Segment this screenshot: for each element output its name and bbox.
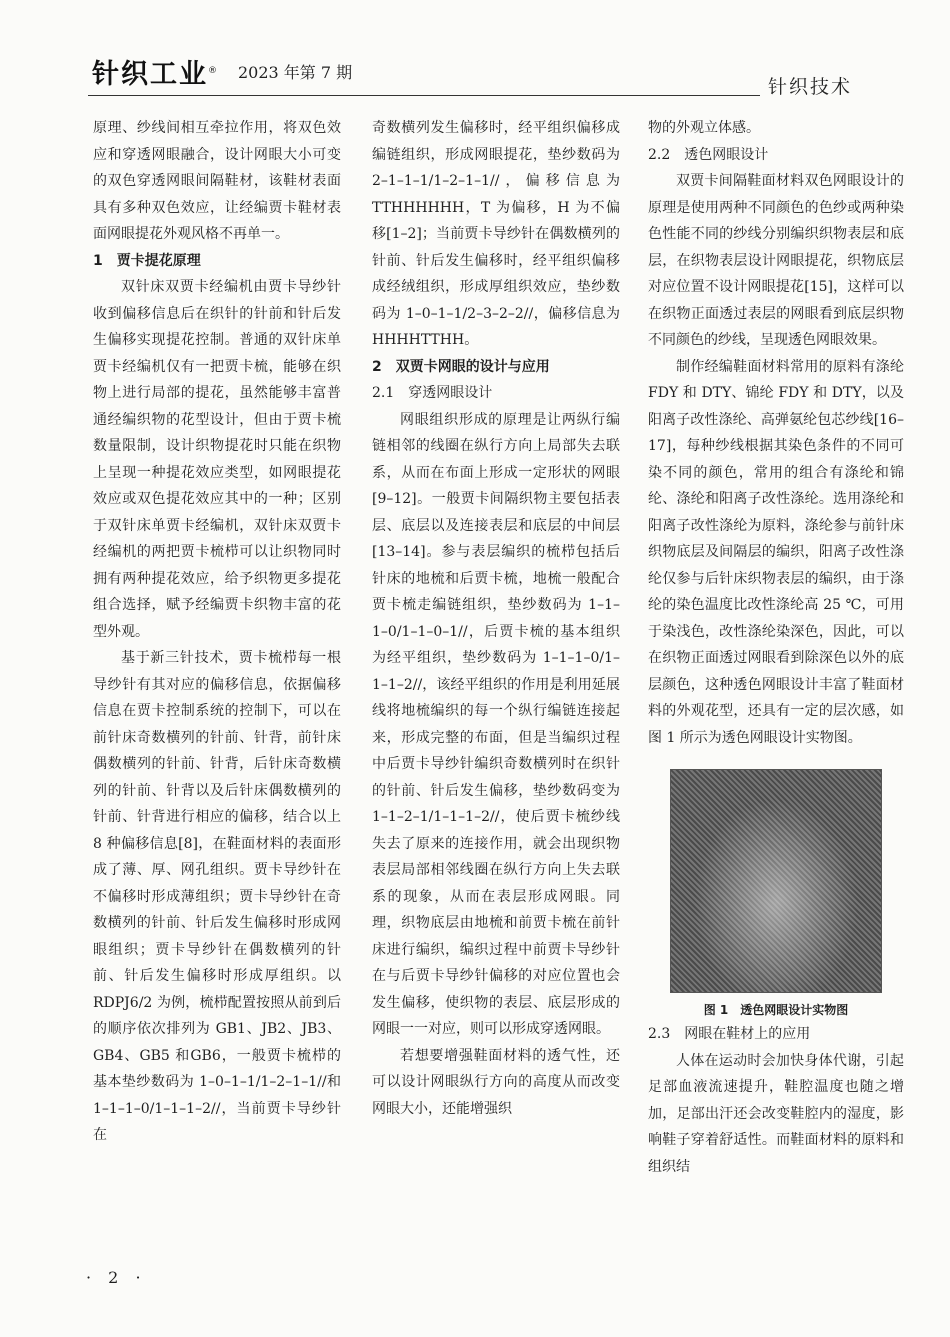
journal-logo <box>92 52 219 91</box>
paragraph: 制作经编鞋面材料常用的原料有涤纶 FDY 和 DTY、锦纶 FDY 和 DTY，以及阳离子改性涤纶、高弹氨纶包芯纱线[16–17]，每种纱线根据其染色条件的不同可染不同的颜色，常用的组合有涤纶和锦纶、涤纶和阳离子改性涤纶。选用涤纶和阳离子改性涤纶为原料，涤纶参与前针床织物底层及间隔层的编织，阳离子改性涤纶仅参与后针床织物表层的编织，由于涤纶的染色温度比改性涤纶高 25 ℃，可用于染浅色，改性涤纶染深色，因此，可以在织物正面透过网眼看到除深色以外的底层颜色，这种透色网眼设计丰富了鞋面材料的外观花型，还具有一定的层次感，如图 1 所示为透色网眼设计实物图。 <box>648 358 904 746</box>
column-2 <box>372 115 620 1122</box>
paragraph: 双针床双贾卡经编机由贾卡导纱针收到偏移信息后在织针的针前和针后发生偏移实现提花控制。普通的双针床单贾卡经编机仅有一把贾卡梳，能够在织物上进行局部的提花，虽然能够丰富普通经编织物的花型设计，但由于贾卡梳数量限制，设计织物提花时只能在织物上呈现一种提花效应类型，如网眼提花效应或双色提花效应其中的一种；区别于双针床单贾卡经编机，双针床双贾卡经编机的两把贾卡梳栉可以让织物同时拥有两种提花效应，给予织物更多提花组合选择，赋予经编贾卡织物丰富的花型外观。 <box>93 279 341 640</box>
section-heading: 2 双贾卡网眼的设计与应用 <box>372 358 550 375</box>
figure-caption: 图 1 透色网眼设计实物图 <box>703 1003 849 1017</box>
subsection-heading: 2.1 穿透网眼设计 <box>372 385 493 401</box>
paragraph: 若想要增强鞋面材料的透气性，还可以设计网眼纵行方向的高度从而改变网眼大小，还能增强织 <box>372 1047 620 1117</box>
paragraph: 人体在运动时会加快身体代谢，引起足部血液流速提升，鞋腔温度也随之增加，足部出汗还会改变鞋腔内的湿度，影响鞋子穿着舒适性。而鞋面材料的原料和组织结 <box>648 1052 904 1175</box>
column-3 <box>648 115 904 1180</box>
column-1 <box>93 115 341 1149</box>
paragraph: 奇数横列发生偏移时，经平组织偏移成编链组织，形成网眼提花，垫纱数码为 2–1–1–1/1–2–1–1//，偏移信息为 TTHHHHHH，T 为偏移，H 为不偏移[1–2]；当前贾卡导纱针在偶数横列的针前、针后发生偏移时，经平组织偏移成经绒组织，形成厚组织效应，垫纱数码为 1–0–1–1/2–3–2–2//，偏移信息为 HHHHTTHH。 <box>372 120 620 348</box>
journal-name: 针织工业 <box>92 59 208 90</box>
trademark-mark: ® <box>208 66 219 76</box>
subsection-heading: 2.2 透色网眼设计 <box>648 146 769 163</box>
paragraph: 原理、纱线间相互牵拉作用，将双色效应和穿透网眼融合，设计网眼大小可变的双色穿透网眼间隔鞋材，该鞋材表面具有多种双色效应，让经编贾卡鞋材表面网眼提花外观风格不再单一。 <box>93 120 341 242</box>
issue-label: 2023 年第 7 期 <box>238 63 353 82</box>
paragraph: 网眼组织形成的原理是让两纵行编链相邻的线圈在纵行方向上局部失去联系，从而在布面上形成一定形状的网眼[9–12]。一般贾卡间隔织物主要包括表层、底层以及连接表层和底层的中间层[13–14]。参与表层编织的梳栉包括后针床的地梳和后贾卡梳，地梳一般配合贾卡梳走编链组织，垫纱数码为 1–1–1–0/1–1–0–1//，后贾卡梳的基本组织为经平组织，垫纱数码为 1–1–1–0/1–1–1–2//，该经平组织的作用是利用延展线将地梳编织的每一个纵行编链连接起来，形成完整的布面，但是当编织过程中后贾卡导纱针编织奇数横列时在织针的针前、针后发生偏移，垫纱数码变为 1–1–2–1/1–1–1–2//，使后贾卡梳纱线失去了原来的连接作用，就会出现织物表层局部相邻线圈在纵行方向上失去联系的现象，从而在表层形成网眼。同理，织物底层由地梳和前贾卡梳在前针床进行编织，编织过程中前贾卡导纱针在与后贾卡导纱针偏移的对应位置也会发生偏移，使织物的表层、底层形成的网眼一一对应，则可以形成穿透网眼。 <box>372 411 620 1037</box>
page-number: · 2 · <box>86 1268 147 1287</box>
paragraph: 物的外观立体感。 <box>648 120 760 136</box>
page-header <box>0 0 950 100</box>
section-heading: 1 贾卡提花原理 <box>93 252 201 269</box>
subsection-heading: 2.3 网眼在鞋材上的应用 <box>648 1026 811 1042</box>
fabric-photo-figure <box>670 769 882 993</box>
section-label: 针织技术 <box>760 72 860 99</box>
paragraph: 双贾卡间隔鞋面材料双色网眼设计的原理是使用两种不同颜色的色纱或两种染色性能不同的纱线分别编织织物表层和底层，在织物表层设计网眼提花，织物底层对应位置不设计网眼提花[15]，这样可以在织物正面透过表层的网眼看到底层织物不同颜色的纱线，呈现透色网眼效果。 <box>648 173 904 348</box>
paragraph: 基于新三针技术，贾卡梳栉每一根导纱针有其对应的偏移信息，依据偏移信息在贾卡控制系统的控制下，可以在前针床奇数横列的针前、针背，前针床偶数横列的针前、针背，后针床奇数横列的针前、针背以及后针床偶数横列的针前、针背进行相应的偏移，结合以上 8 种偏移信息[8]，在鞋面材料的表面形成了薄、厚、网孔组织。贾卡导纱针在不偏移时形成薄组织；贾卡导纱针在奇数横列的针前、针后发生偏移时形成网眼组织；贾卡导纱针在偶数横列的针前、针后发生偏移时形成厚组织。以 RDPJ6/2 为例，梳栉配置按照从前到后的顺序依次排列为 GB1、JB2、JB3、GB4、GB5 和GB6，一般贾卡梳栉的基本垫纱数码为 1–0–1–1/1–2–1–1//和 1–1–1–0/1–1–1–2//，当前贾卡导纱针在 <box>93 650 341 1143</box>
header-rule <box>88 95 856 96</box>
